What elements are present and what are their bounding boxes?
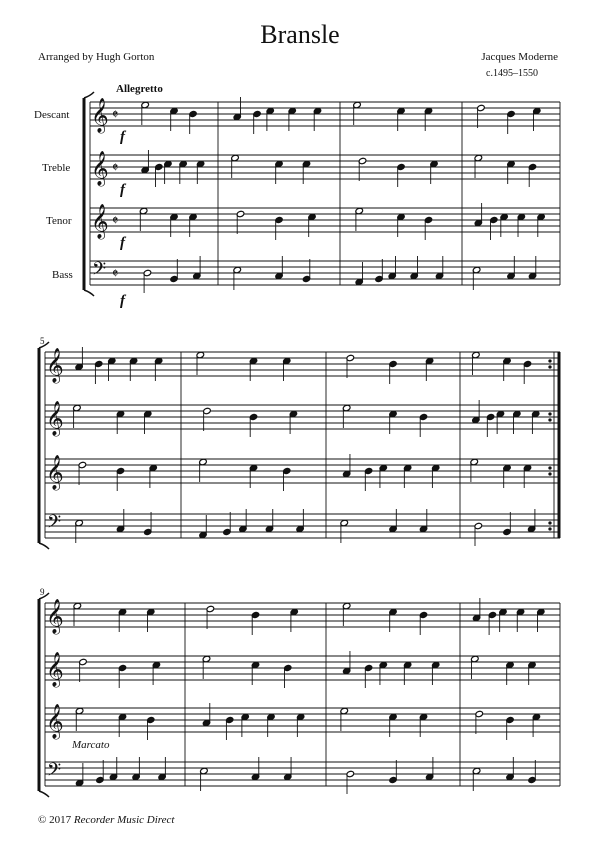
composer-dates: c.1495–1550 <box>486 68 538 79</box>
staff-bass-system-3 <box>45 762 560 786</box>
treble-clef-icon: 𝄞 <box>46 401 64 436</box>
cut-time-icon: 𝄵 <box>112 266 119 282</box>
instrument-label-descant: Descant <box>34 109 70 121</box>
instrument-label-treble: Treble <box>42 162 71 174</box>
copyright-holder: Recorder Music Direct <box>73 814 175 826</box>
treble-clef-icon: 𝄞 <box>46 348 64 383</box>
notes-layer <box>73 97 546 794</box>
treble-clef-icon: 𝄞 <box>91 151 109 186</box>
measure-number-9: 9 <box>40 587 45 597</box>
instrument-label-bass: Bass <box>52 269 73 281</box>
treble-clef-icon: 𝄞 <box>46 704 64 739</box>
arranger-credit: Arranged by Hugh Gorton <box>38 51 155 63</box>
bass-clef-icon: 𝄢 <box>47 512 62 537</box>
copyright-notice <box>38 814 174 826</box>
treble-clef-icon: 𝄞 <box>91 204 109 239</box>
copyright-year: © 2017 <box>38 814 72 826</box>
treble-clef-icon: 𝄞 <box>91 98 109 133</box>
piece-title: Bransle <box>260 20 340 49</box>
dynamic-tenor: f <box>120 235 125 251</box>
cut-time-icon: 𝄵 <box>112 107 119 123</box>
measure-number-5: 5 <box>40 336 45 346</box>
dynamic-bass: f <box>120 293 125 309</box>
tempo-marking: Allegretto <box>116 83 163 95</box>
composer-name: Jacques Moderne <box>481 51 558 63</box>
instrument-label-tenor: Tenor <box>46 215 72 227</box>
dynamic-treble: f <box>120 182 125 198</box>
treble-clef-icon: 𝄞 <box>46 455 64 490</box>
bass-clef-icon: 𝄢 <box>47 760 62 785</box>
staff-tenor-system-1 <box>90 208 560 232</box>
dynamic-descant: f <box>120 129 125 145</box>
cut-time-icon: 𝄵 <box>112 213 119 229</box>
treble-clef-icon: 𝄞 <box>46 652 64 687</box>
bass-clef-icon: 𝄢 <box>92 259 107 284</box>
staff-descant-system-1 <box>90 102 560 126</box>
cut-time-icon: 𝄵 <box>112 160 119 176</box>
staff-treble-system-2 <box>45 405 560 429</box>
staff-descant-system-2 <box>45 352 560 376</box>
treble-clef-icon: 𝄞 <box>46 599 64 634</box>
expression-marking: Marcato <box>72 739 110 751</box>
staff-bass-system-1 <box>90 261 560 285</box>
